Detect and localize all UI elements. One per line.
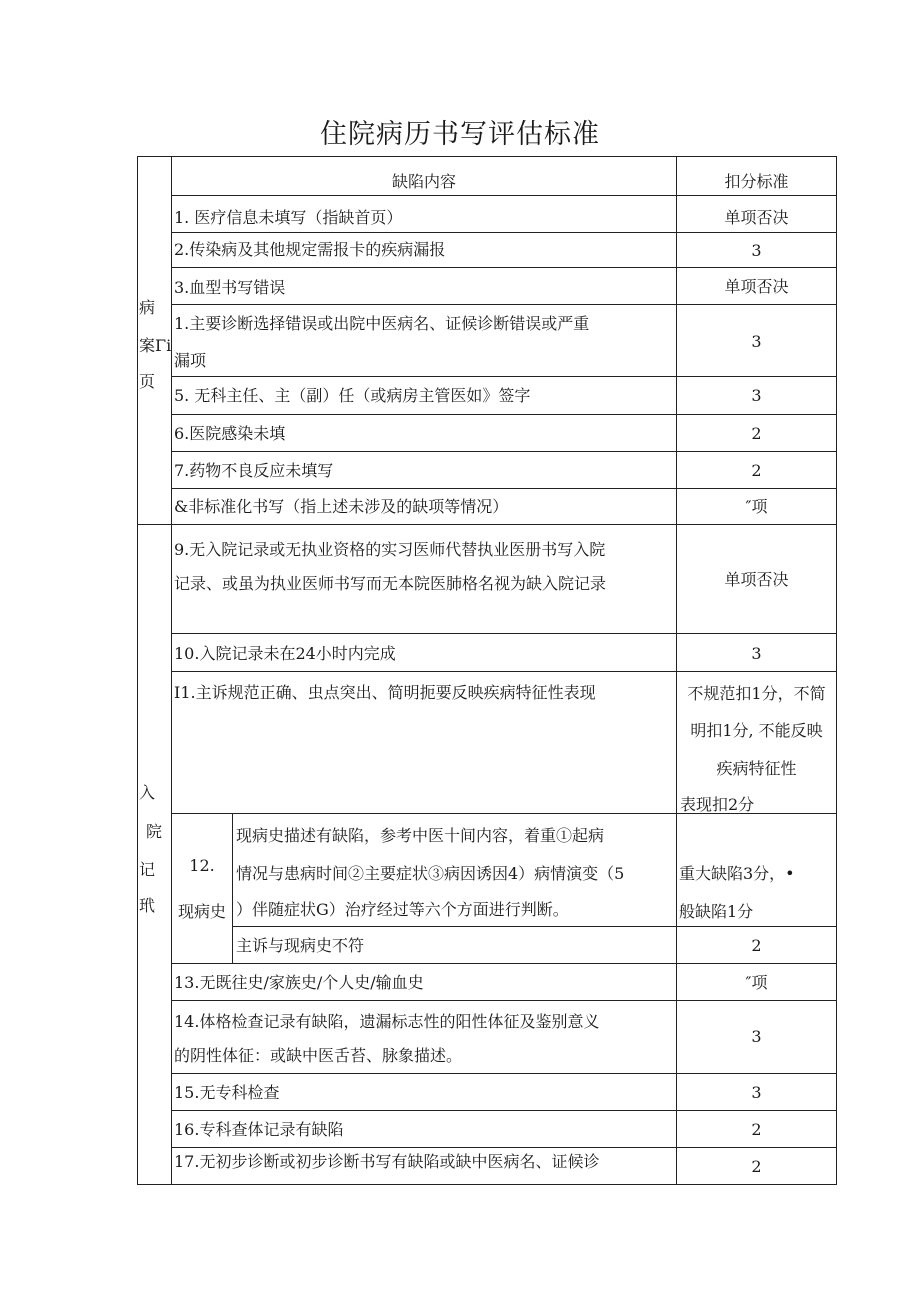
row-divider <box>171 451 836 452</box>
table-border-bottom <box>137 1184 837 1185</box>
table-row-defect: 7.药物不良反应未填写 <box>174 461 334 480</box>
table-row-defect-line: 9.无入院记录或无执业资格的实习医师代替执业医册书写入院 <box>174 540 606 559</box>
table-row-defect-line: 漏项 <box>174 351 207 370</box>
sublabel-column-divider <box>232 813 233 963</box>
table-row-score: ″项 <box>745 497 768 516</box>
table-row-defect-line: 记录、或虽为执业医师书写而无本院医肺格名视为缺入院记录 <box>174 574 607 593</box>
table-row-defect-line: 情况与患病时间②主要症状③病因诱因4）病情演变（5 <box>236 864 625 883</box>
table-row-score-line: 般缺陷1分 <box>679 902 754 921</box>
row-divider <box>171 1147 836 1148</box>
table-row-defect: 6.医院感染未填 <box>174 424 286 443</box>
table-row-score: 3 <box>751 644 762 663</box>
header-deduction-standard: 扣分标准 <box>724 172 789 191</box>
table-border-top <box>137 156 837 157</box>
table-border-left <box>137 156 138 1185</box>
table-row-defect-line: ）伴随症状G）治疗经过等六个方面进行判断。 <box>236 900 569 919</box>
section-label-admission-char: 记 <box>139 860 156 879</box>
header-defect-content: 缺陷内容 <box>391 172 456 191</box>
table-row-defect-line: 的阴性体征：或缺中医舌苔、脉象描述。 <box>174 1046 463 1065</box>
table-row-defect: 15.无专科检查 <box>174 1083 280 1102</box>
table-row-defect: 13.无既往史/家族史/个人史/输血史 <box>174 973 424 992</box>
table-row-score-line: 明扣1分, 不能反映 <box>690 721 823 740</box>
table-row-score: 3 <box>751 1083 762 1102</box>
row-divider <box>171 633 836 634</box>
row-divider <box>171 414 836 415</box>
section-label-admission-char: 院 <box>146 822 163 841</box>
table-row-defect: 2.传染病及其他规定需报卡的疾病漏报 <box>174 240 446 259</box>
table-row-score: ″项 <box>745 973 768 992</box>
section-label-admission-char: 入 <box>139 783 156 802</box>
section-label-front-page-char: 页 <box>139 372 156 391</box>
table-row-score: 3 <box>751 1027 762 1046</box>
row-divider <box>171 376 836 377</box>
row-divider <box>171 195 836 196</box>
table-row-score: 单项否决 <box>724 208 789 227</box>
table-row-defect-line: 1.主要诊断选择错误或出院中医病名、证候诊断错误或严重 <box>174 314 590 333</box>
row-divider <box>171 304 836 305</box>
row-divider <box>171 267 836 268</box>
row-divider <box>232 926 836 927</box>
table-row-defect: 16.专科查体记录有缺陷 <box>174 1120 344 1139</box>
row-divider <box>171 1110 836 1111</box>
table-row-score: 2 <box>751 1120 762 1139</box>
row-label-number: 12. <box>189 856 215 875</box>
table-row-score: 2 <box>751 936 762 955</box>
table-row-defect: 1. 医疗信息未填写（指缺首页） <box>174 208 403 227</box>
section-label-front-page-char: 病 <box>139 298 156 317</box>
table-row-defect: &非标准化书写（指上述未涉及的缺项等情况） <box>174 497 509 516</box>
table-row-score-line: 重大缺陷3分，• <box>679 864 795 883</box>
row-divider <box>171 1073 836 1074</box>
row-divider <box>171 232 836 233</box>
row-label-present-illness: 现病史 <box>177 902 226 921</box>
table-row-score-line: 疾病特征性 <box>716 759 797 778</box>
section-label-admission-char: 玳 <box>139 896 156 915</box>
table-row-defect: 5. 无科主任、主（副）任（或病房主管医如》签字 <box>174 386 531 405</box>
table-row-score: 单项否决 <box>724 570 789 589</box>
table-row-defect-line: 现病史描述有缺陷，参考中医十间内容，着重①起病 <box>236 826 605 845</box>
table-border-right <box>836 156 837 1185</box>
table-row-score-line: 不规范扣1分，不简 <box>687 684 826 703</box>
table-row-score-line: 表现扣2分 <box>680 795 755 814</box>
table-row-defect-line: 14.体格检查记录有缺陷，遗漏标志性的阳性体征及鉴别意义 <box>174 1012 600 1031</box>
table-row-score: 单项否决 <box>724 277 789 296</box>
section-label-front-page-char: 案Γi <box>139 336 172 355</box>
table-row-score: 2 <box>751 1157 762 1176</box>
row-divider <box>171 963 836 964</box>
row-divider <box>171 488 836 489</box>
table-row-defect: 3.血型书写错误 <box>174 278 286 297</box>
row-divider <box>171 671 836 672</box>
table-row-score: 2 <box>751 461 762 480</box>
table-row-defect: 主诉与现病史不符 <box>236 936 365 955</box>
table-row-defect: I1.主诉规范正确、虫点突出、简明扼要反映疾病特征性表现 <box>174 683 596 702</box>
table-row-score: 3 <box>751 332 762 351</box>
table-row-score: 3 <box>751 386 762 405</box>
row-divider <box>171 1000 836 1001</box>
table-row-score: 3 <box>751 241 762 260</box>
table-row-score: 2 <box>751 424 762 443</box>
table-row-defect: 17.无初步诊断或初步诊断书写有缺陷或缺中医病名、证候诊 <box>174 1152 600 1171</box>
page-title: 住院病历书写评估标准 <box>320 119 600 150</box>
section-divider <box>137 524 837 525</box>
table-row-defect: 10.入院记录未在24小时内完成 <box>174 644 396 663</box>
